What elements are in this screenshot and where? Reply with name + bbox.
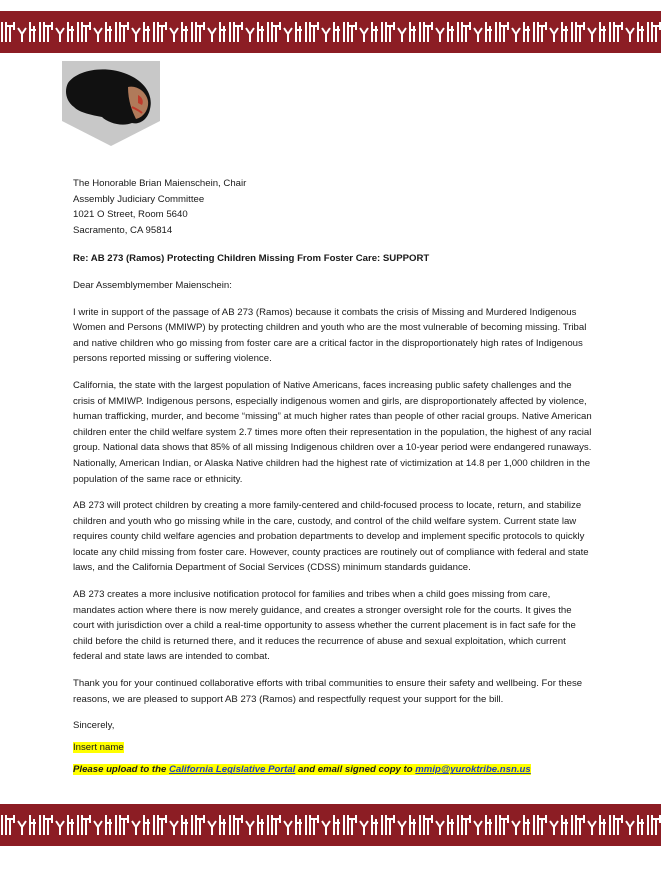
pattern-motif [78, 22, 112, 42]
pattern-motif [268, 22, 302, 42]
pattern-motif [534, 815, 568, 835]
pattern-motif [572, 22, 606, 42]
body-paragraph: California, the state with the largest population of Native Americans, faces increasing public safety challenges and the crisis of MMIWP. Indigenous persons, especially indigenous women and girls, are disproportionately affected by violence, human trafficking, murder, and become “missing” at much higher rates than people of other racial groups. Native American children enter the child welfare system 2.7 times more often their representation in the population, the highest of any racial group. National data shows that 85% of all missing Indigenous children over a 10-year period were endangered runaways. Nationally, American Indian, or Alaska Native children had the highest rate of victimization at 14.8 per 1,000 children in the population of the same race or ethnicity. [73, 379, 592, 485]
instruction-text: Please upload to the [73, 764, 169, 776]
pattern-motif [610, 22, 644, 42]
pattern-motif [344, 22, 378, 42]
email-link[interactable]: mmip@yuroktribe.nsn.us [415, 764, 531, 776]
instruction-text: and email signed copy to [295, 764, 416, 776]
body-paragraph: Thank you for your continued collaborative efforts with tribal communities to ensure their safety and wellbeing. For these reasons, we are pleased to support AB 273 (Ramos) and respectfully request your support for the bill. [73, 678, 583, 705]
body-paragraph: AB 273 creates a more inclusive notification protocol for families and tribes when a child goes missing from care, mandates action where there is now merely guidance, and creates a stronger oversight role for the courts. It gives the court with jurisdiction over a child a real-time opportunity to assess whether the current placement is in fact safe for the child before the child is returned there, and it reduces the recurrence of abuse and sexual exploitation, which current federal and state laws are intended to combat. [73, 589, 576, 663]
closing: Sincerely, [73, 720, 115, 732]
upload-instruction [73, 764, 531, 775]
body-paragraph: AB 273 will protect children by creating a more family-centered and child-focused process to locate, return, and stabilize children and youth who go missing while in the care, custody, and control of the child welfare system. Current state law requires county child welfare agencies and probation departments to develop and implement specific protocols to quickly locate any child missing from foster care. However, county practices are routinely out of compliance with federal and state laws, and the California Department of Social Services (CDSS) minimum standards guidance. [73, 500, 589, 574]
pattern-motif [2, 22, 36, 42]
pattern-motif [382, 22, 416, 42]
pattern-motif [420, 22, 454, 42]
address-line: The Honorable Brian Maienschein, Chair [73, 178, 247, 189]
pattern-motif [306, 22, 340, 42]
pattern-motif [116, 815, 150, 835]
recipient-address [73, 176, 593, 238]
legislative-portal-link[interactable]: California Legislative Portal [168, 764, 296, 776]
pattern-motif [40, 22, 74, 42]
address-line: Assembly Judiciary Committee [73, 193, 205, 205]
pattern-motif [230, 815, 264, 835]
bottom-tribal-pattern [0, 804, 661, 846]
top-decorative-band [0, 11, 661, 53]
bottom-decorative-band [0, 804, 661, 846]
pattern-motif [610, 815, 644, 835]
body-paragraph: I write in support of the passage of AB 273 (Ramos) because it combats the crisis of Missing and Murdered Indigenous Women and Persons (MMIWP) by protecting children and youth who are the most vulnerable of becoming missing. Tribal and native children who go missing from foster care are a critical factor in the disproportionately high rates of Indigenous persons reported missing or suffering violence. [73, 306, 587, 365]
letter-body [73, 176, 593, 778]
woman-silhouette-icon [62, 61, 160, 146]
pattern-motif [230, 22, 264, 42]
top-tribal-pattern [0, 11, 661, 53]
pattern-motif [344, 815, 378, 835]
pattern-motif [496, 815, 530, 835]
pattern-motif [572, 815, 606, 835]
pattern-motif [192, 815, 226, 835]
pattern-motif [40, 815, 74, 835]
logo-badge [62, 61, 160, 146]
pattern-motif [382, 815, 416, 835]
pattern-motif [306, 815, 340, 835]
pattern-motif [420, 815, 454, 835]
pattern-motif [154, 22, 188, 42]
pattern-motif [648, 815, 661, 835]
address-line: Sacramento, CA 95814 [73, 224, 173, 236]
pattern-motif [268, 815, 302, 835]
address-line: 1021 O Street, Room 5640 [73, 209, 188, 221]
pattern-motif [154, 815, 188, 835]
pattern-motif [458, 22, 492, 42]
pattern-motif [496, 22, 530, 42]
salutation: Dear Assemblymember Maienschein: [73, 279, 232, 291]
pattern-motif [192, 22, 226, 42]
pattern-motif [458, 815, 492, 835]
pattern-motif [648, 22, 661, 42]
pattern-motif [116, 22, 150, 42]
pattern-motif [78, 815, 112, 835]
pattern-motif [2, 815, 36, 835]
pattern-motif [534, 22, 568, 42]
signature-placeholder[interactable]: Insert name [73, 741, 124, 753]
subject-line: Re: AB 273 (Ramos) Protecting Children Missing From Foster Care: SUPPORT [73, 253, 430, 265]
